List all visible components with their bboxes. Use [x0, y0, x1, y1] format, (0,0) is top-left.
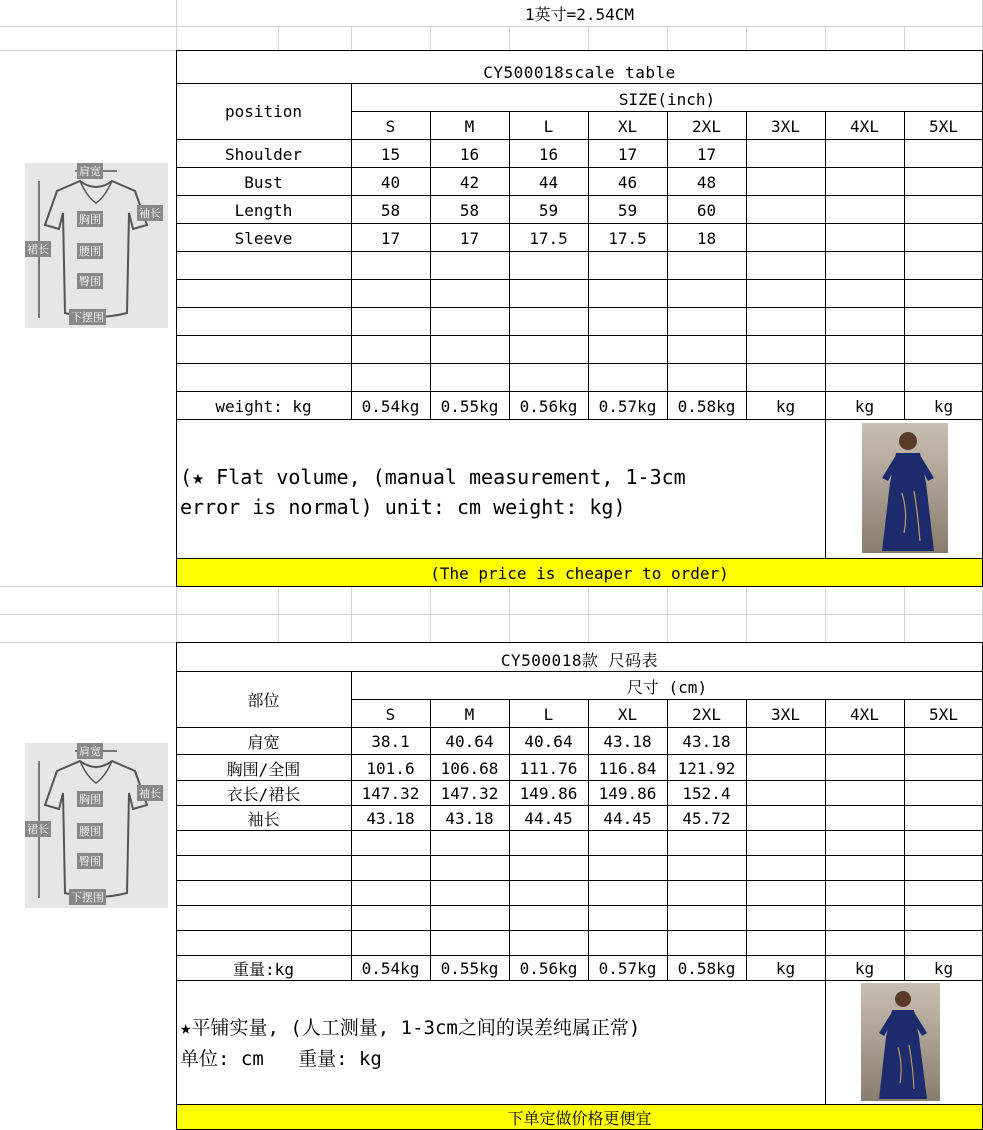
table-cell: 147.32 [440, 784, 499, 803]
table-cell: 17 [459, 228, 480, 248]
table-cell: 43.18 [445, 809, 494, 828]
table-cell: 17.5 [529, 228, 568, 248]
cm-note-line2: 单位: cm 重量: kg [180, 1048, 382, 1070]
size-header-s: S [385, 704, 396, 724]
table-cell: 43.18 [603, 732, 652, 751]
table-cell: 40 [380, 172, 401, 192]
diagram-label-sleeve: 袖长 [139, 787, 161, 800]
weight-label: weight: kg [215, 396, 312, 416]
size-header-5xl: 5XL [929, 116, 958, 136]
size-header-xl: XL [617, 116, 638, 136]
weight-cell: 0.54kg [361, 959, 420, 978]
weight-cell: kg [933, 959, 954, 978]
table-cell: 18 [696, 228, 717, 248]
table-cell: 149.86 [598, 784, 657, 803]
size-header-3xl: 3XL [771, 704, 800, 724]
table-cell: 60 [696, 200, 717, 220]
table-cell: 58 [459, 200, 480, 220]
table-cell: 43.18 [682, 732, 731, 751]
weight-cell: 0.57kg [598, 959, 657, 978]
table-cell: 17 [617, 144, 638, 164]
table-cell: 45.72 [682, 809, 731, 828]
table-cell: 44 [538, 172, 559, 192]
size-header-l: L [543, 116, 554, 136]
size-header-4xl: 4XL [850, 704, 879, 724]
inch-size-header: SIZE(inch) [618, 89, 716, 109]
weight-cell: 0.55kg [440, 959, 499, 978]
weight-cell: kg [775, 959, 796, 978]
cm-note-line1: ★平铺实量, (人工测量, 1-3cm之间的误差纯属正常) [180, 1017, 641, 1039]
inch-position-header: position [224, 102, 303, 121]
inch-note-line2: error is normal) unit: cm weight: kg) [180, 495, 626, 519]
weight-cell: kg [854, 959, 875, 978]
table-cell: 106.68 [440, 758, 499, 778]
table-cell: 121.92 [677, 758, 736, 778]
table-cell: 17.5 [608, 228, 647, 248]
table-cell: 48 [696, 172, 717, 192]
row-label: Bust [244, 172, 283, 192]
table-cell: 116.84 [598, 758, 657, 778]
weight-cell: kg [854, 396, 875, 416]
weight-cell: 0.56kg [519, 396, 578, 416]
diagram-label-waist: 腰围 [79, 245, 101, 258]
product-photo [862, 423, 948, 553]
weight-cell: 0.55kg [440, 396, 499, 416]
size-header-4xl: 4XL [850, 116, 879, 136]
size-header-xl: XL [617, 704, 638, 724]
diagram-label-hip: 臀围 [79, 855, 101, 868]
inch-note-line1: (★ Flat volume, (manual measurement, 1-3cm [180, 465, 686, 489]
table-cell: 44.45 [603, 809, 652, 828]
weight-cell: 0.58kg [677, 959, 736, 978]
table-cell: 46 [617, 172, 638, 192]
table-cell: 38.1 [371, 732, 410, 751]
cm-table-title: CY500018款 尺码表 [500, 650, 659, 670]
table-cell: 40.64 [524, 732, 573, 751]
weight-cell: 0.56kg [519, 959, 578, 978]
row-label: 胸围/全围 [226, 759, 301, 779]
diagram-label-hem: 下摆围 [71, 311, 104, 324]
diagram-label-shoulder: 肩宽 [79, 745, 101, 758]
size-header-m: M [464, 116, 475, 136]
diagram-label-length: 裙长 [27, 243, 49, 256]
row-label: Length [234, 200, 293, 220]
diagram-label-length: 裙长 [27, 823, 49, 836]
diagram-label-sleeve: 袖长 [139, 207, 161, 220]
cm-position-header: 部位 [247, 691, 280, 710]
size-header-s: S [385, 116, 396, 136]
weight-cell: kg [933, 396, 954, 416]
price-banner-text: 下单定做价格更便宜 [507, 1109, 652, 1128]
size-header-m: M [464, 704, 475, 724]
size-header-5xl: 5XL [929, 704, 958, 724]
row-label: Shoulder [224, 144, 303, 164]
weight-cell: 0.57kg [598, 396, 657, 416]
size-header-l: L [543, 704, 554, 724]
weight-cell: kg [775, 396, 796, 416]
table-cell: 147.32 [361, 784, 420, 803]
row-label: 袖长 [247, 810, 280, 829]
table-cell: 149.86 [519, 784, 578, 803]
diagram-label-waist: 腰围 [79, 825, 101, 838]
measurement-diagram [25, 743, 168, 908]
cm-size-header: 尺寸 (cm) [626, 678, 708, 697]
table-cell: 58 [380, 200, 401, 220]
table-cell: 152.4 [682, 784, 731, 803]
table-cell: 101.6 [366, 758, 415, 778]
price-banner-text: (The price is cheaper to order) [430, 563, 729, 583]
row-label: Sleeve [234, 228, 293, 248]
table-cell: 44.45 [524, 809, 573, 828]
table-cell: 16 [459, 144, 480, 164]
diagram-label-hem: 下摆围 [71, 891, 104, 904]
table-cell: 111.76 [519, 758, 578, 778]
size-header-3xl: 3XL [771, 116, 800, 136]
row-label: 肩宽 [247, 733, 280, 752]
weight-label: 重量:kg [233, 960, 294, 979]
table-cell: 40.64 [445, 732, 494, 751]
table-cell: 16 [538, 144, 559, 164]
table-cell: 17 [380, 228, 401, 248]
diagram-label-bust: 胸围 [79, 213, 101, 226]
weight-cell: 0.54kg [361, 396, 420, 416]
measurement-diagram [25, 163, 168, 328]
table-cell: 17 [696, 144, 717, 164]
size-header-2xl: 2XL [692, 116, 721, 136]
table-cell: 15 [380, 144, 401, 164]
table-cell: 59 [617, 200, 638, 220]
table-cell: 42 [459, 172, 480, 192]
diagram-label-bust: 胸围 [79, 793, 101, 806]
weight-cell: 0.58kg [677, 396, 736, 416]
diagram-label-hip: 臀围 [79, 275, 101, 288]
diagram-label-shoulder: 肩宽 [79, 165, 101, 178]
row-label: 衣长/裙长 [226, 785, 301, 804]
inch-table-title: CY500018scale table [483, 62, 676, 82]
product-photo [861, 983, 940, 1101]
size-header-2xl: 2XL [692, 704, 721, 724]
conversion-label: 1英寸=2.54CM [524, 5, 635, 24]
table-cell: 43.18 [366, 809, 415, 828]
table-cell: 59 [538, 200, 559, 220]
